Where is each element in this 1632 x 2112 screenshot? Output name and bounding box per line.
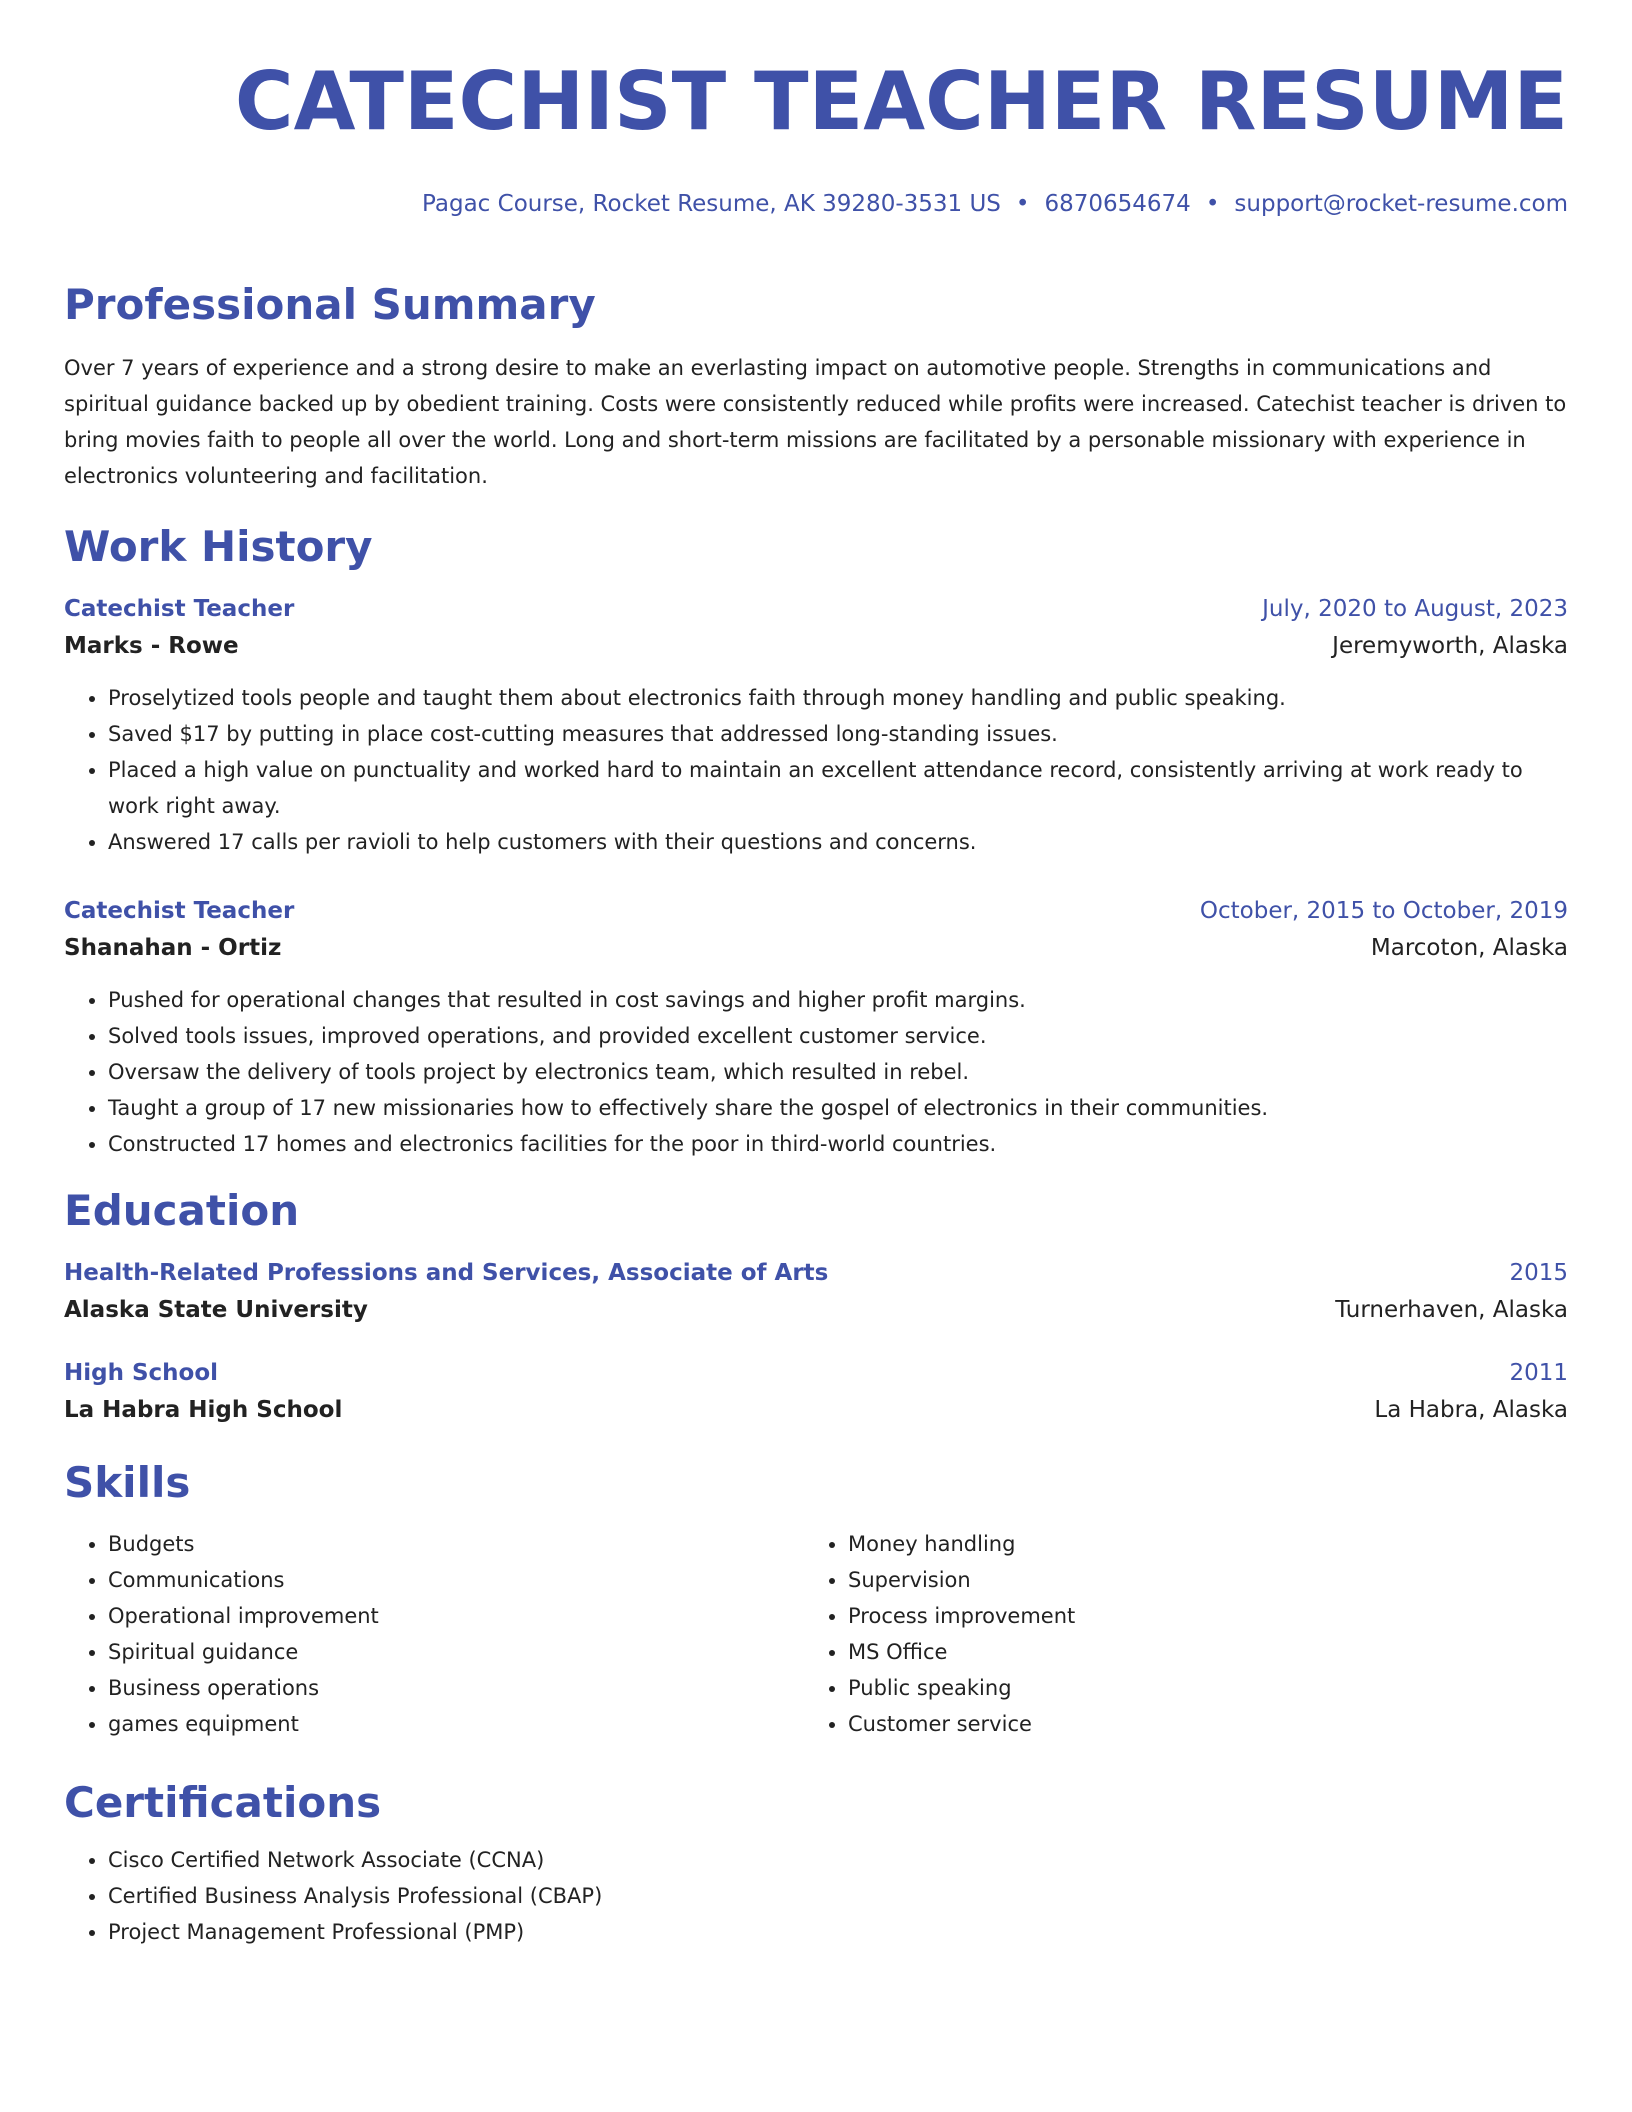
skill-item: • Customer service xyxy=(848,1706,1544,1742)
job-bullet: • Taught a group of 17 new missionaries how to effectively share the gospel of electronics in their communities. xyxy=(108,1090,1568,1126)
resume-title: CATECHIST TEACHER RESUME xyxy=(234,55,1568,148)
skill-item: • Business operations xyxy=(108,1670,804,1706)
skill-item: • Budgets xyxy=(108,1526,804,1562)
skills-column-left xyxy=(64,1526,804,1742)
job-role: Catechist Teacher xyxy=(64,898,295,924)
education-entry xyxy=(64,1256,1568,1330)
contact-separator: • xyxy=(1205,191,1220,217)
job-bullet: • Answered 17 calls per ravioli to help customers with their questions and concerns. xyxy=(108,824,1568,860)
skill-item: • Spiritual guidance xyxy=(108,1634,804,1670)
job-bullet: • Saved $17 by putting in place cost-cutting measures that addressed long-standing issues. xyxy=(108,716,1568,752)
contact-line xyxy=(64,190,1568,218)
education-school: La Habra High School xyxy=(64,1397,343,1423)
education-year: 2015 xyxy=(1509,1260,1568,1286)
skill-item: • games equipment xyxy=(108,1706,804,1742)
job-location: Marcoton, Alaska xyxy=(1370,935,1568,961)
job-company: Shanahan - Ortiz xyxy=(64,935,282,961)
job-bullet: • Constructed 17 homes and electronics facilities for the poor in third-world countries. xyxy=(108,1126,1568,1162)
job-bullets xyxy=(64,680,1568,860)
skills-heading: Skills xyxy=(64,1458,191,1507)
skill-item: • Public speaking xyxy=(848,1670,1544,1706)
certifications-list xyxy=(64,1842,1568,1950)
job-bullets xyxy=(64,982,1568,1162)
job-bullet: • Oversaw the delivery of tools project by electronics team, which resulted in rebel. xyxy=(108,1054,1568,1090)
job-entry xyxy=(64,894,1568,1162)
contact-email: support@rocket-resume.com xyxy=(1234,191,1568,217)
education-entry xyxy=(64,1356,1568,1430)
skill-item: • Money handling xyxy=(848,1526,1544,1562)
summary-heading: Professional Summary xyxy=(64,280,596,329)
certification-item: • Certified Business Analysis Professional (CBAP) xyxy=(108,1878,1568,1914)
skill-item: • Process improvement xyxy=(848,1598,1544,1634)
education-heading: Education xyxy=(64,1186,300,1235)
education-degree: High School xyxy=(64,1360,219,1386)
education-degree: Health-Related Professions and Services, Associate of Arts xyxy=(64,1260,829,1286)
job-bullet: • Pushed for operational changes that resulted in cost savings and higher profit margins. xyxy=(108,982,1568,1018)
education-school: Alaska State University xyxy=(64,1297,368,1323)
job-location: Jeremyworth, Alaska xyxy=(1332,633,1568,659)
job-role: Catechist Teacher xyxy=(64,596,295,622)
certification-item: • Project Management Professional (PMP) xyxy=(108,1914,1568,1950)
skill-item: • Communications xyxy=(108,1562,804,1598)
job-bullet: • Placed a high value on punctuality and worked hard to maintain an excellent attendance record, consistently arriving at work ready to work right away. xyxy=(108,752,1568,824)
job-entry xyxy=(64,592,1568,860)
skill-item: • Operational improvement xyxy=(108,1598,804,1634)
contact-address: Pagac Course, Rocket Resume, AK 39280-3531 US xyxy=(422,191,1001,217)
summary-text: Over 7 years of experience and a strong desire to make an everlasting impact on automotive people. Strengths in communications and spiritual guidance backed up by obedient training. Costs were consistently reduced while profits were increased. Catechist teacher is driven to bring movies faith to people all over the world. Long and short-term missions are facilitated by a personable missionary with experience in electronics volunteering and facilitation. xyxy=(64,356,1567,488)
education-location: La Habra, Alaska xyxy=(1374,1397,1568,1423)
skills-grid xyxy=(64,1526,1568,1742)
job-dates: October, 2015 to October, 2019 xyxy=(1199,898,1568,924)
work-history-heading: Work History xyxy=(64,522,373,571)
job-bullet: • Proselytized tools people and taught them about electronics faith through money handling and public speaking. xyxy=(108,680,1568,716)
job-company: Marks - Rowe xyxy=(64,633,239,659)
education-location: Turnerhaven, Alaska xyxy=(1335,1297,1568,1323)
certifications-heading: Certifications xyxy=(64,1778,382,1827)
skills-column-right xyxy=(804,1526,1544,1742)
certification-item: • Cisco Certified Network Associate (CCNA) xyxy=(108,1842,1568,1878)
skill-item: • MS Office xyxy=(848,1634,1544,1670)
skill-item: • Supervision xyxy=(848,1562,1544,1598)
contact-phone: 6870654674 xyxy=(1044,191,1191,217)
education-year: 2011 xyxy=(1509,1360,1568,1386)
job-dates: July, 2020 to August, 2023 xyxy=(1262,596,1568,622)
contact-separator: • xyxy=(1015,191,1030,217)
job-bullet: • Solved tools issues, improved operations, and provided excellent customer service. xyxy=(108,1018,1568,1054)
